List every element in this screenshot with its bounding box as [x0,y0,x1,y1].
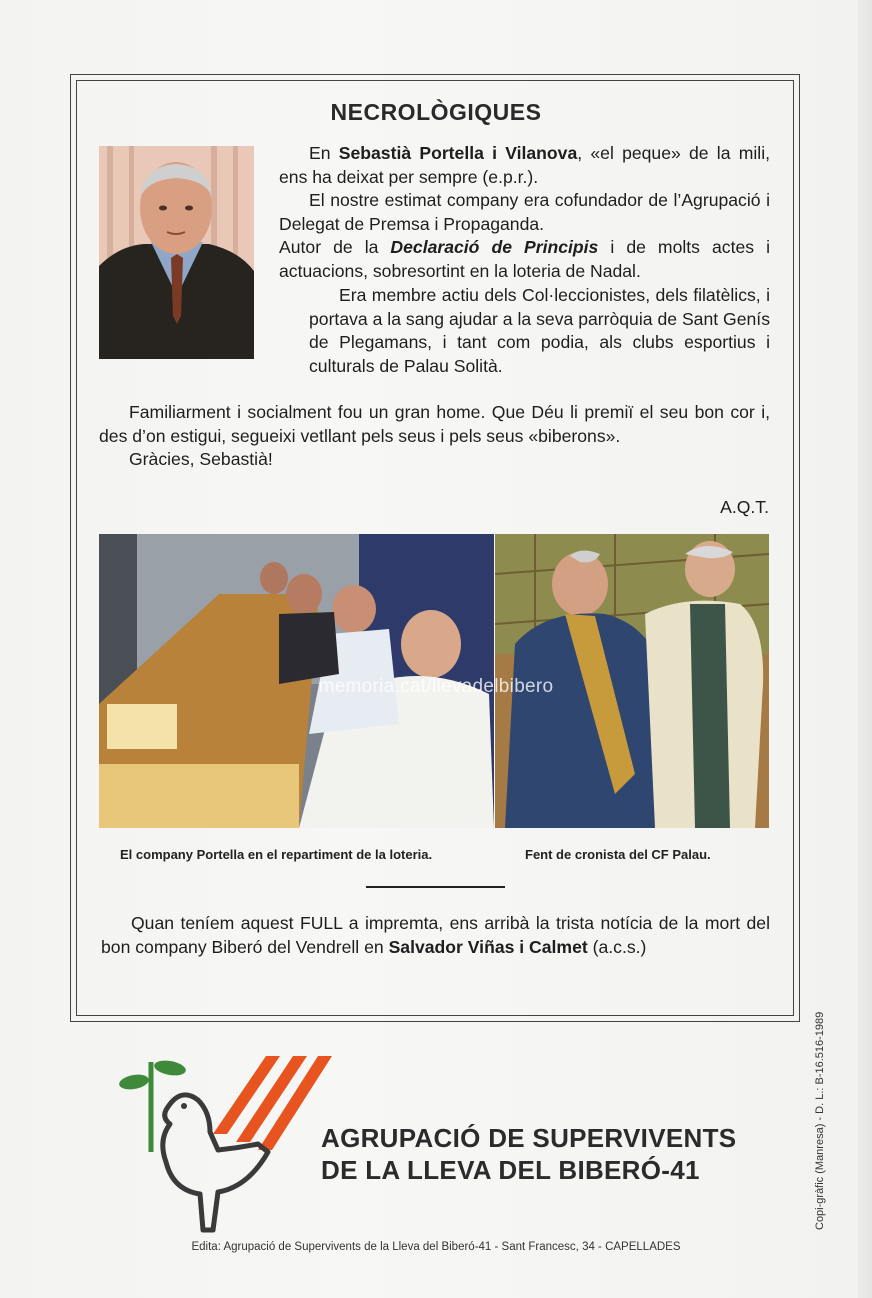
paragraph-4: Era membre actiu dels Col·leccionistes, dels filatèlics, i portava a la sang ajudar a la seva parròquia de Sant Genís de Plegamans, i tant com podia, als clubs esportius i culturals de Palau Solità. [309,285,770,376]
paragraph-5: Familiarment i socialment fou un gran home. Que Déu li premiï el seu bon cor i, des d’on estigui, segueixi vetllant pels seus i pels seus «biberons». [99,402,770,446]
caption-right: Fent de cronista del CF Palau. [525,847,711,862]
org-line-2: DE LA LLEVA DEL BIBERÓ-41 [321,1155,700,1185]
declaration-title: Declaració de Principis [390,237,599,257]
page-edge [858,0,872,1298]
divider [366,886,505,888]
caption-left: El company Portella en el repartiment de la loteria. [120,847,433,862]
org-line-1: AGRUPACIÓ DE SUPERVIVENTS [321,1123,737,1153]
paragraph-6: Gràcies, Sebastià! [129,449,273,469]
legal-deposit: Copi-gràfic (Manresa) - D. L.: B-16.516-1989 [814,1011,826,1230]
paragraph-2: El nostre estimat company era cofundador de l’Agrupació i Delegat de Premsa i Propaganda. [279,190,770,234]
organization-name [321,1122,736,1186]
signature: A.Q.T. [720,497,769,517]
obituary-body [99,284,770,378]
deceased-name: Sebastià Portella i Vilanova [338,143,578,163]
publisher-footer: Edita: Agrupació de Supervivents de la Lleva del Biberó-41 - Sant Francesc, 34 - CAPELLADES [191,1241,681,1253]
obituary-closing [99,401,770,472]
second-notice: Quan teníem aquest FULL a impremta, ens arribà la trista notícia de la mort del bon company Biberó del Vendrell en Salvador Viñas i Calmet (a.c.s.) [101,913,770,957]
dove-with-sprout-and-stripes-logo [118,1052,338,1234]
obituary-intro: En Sebastià Portella i Vilanova, «el peque» de la mili, ens ha deixat per sempre (e.p.r.). El nostre estimat company era cofundador de l’Agrupació i Delegat de Premsa i Propaganda. Autor de la Declaració de Principis i de molts actes i actuacions, sobresortint en la loteria de Nadal. [279,143,770,281]
second-deceased-name: Salvador Viñas i Calmet [388,936,588,957]
watermark: memoria.cat/llevadelbibero [318,676,554,697]
page-title: NECROLÒGIQUES [330,99,542,125]
